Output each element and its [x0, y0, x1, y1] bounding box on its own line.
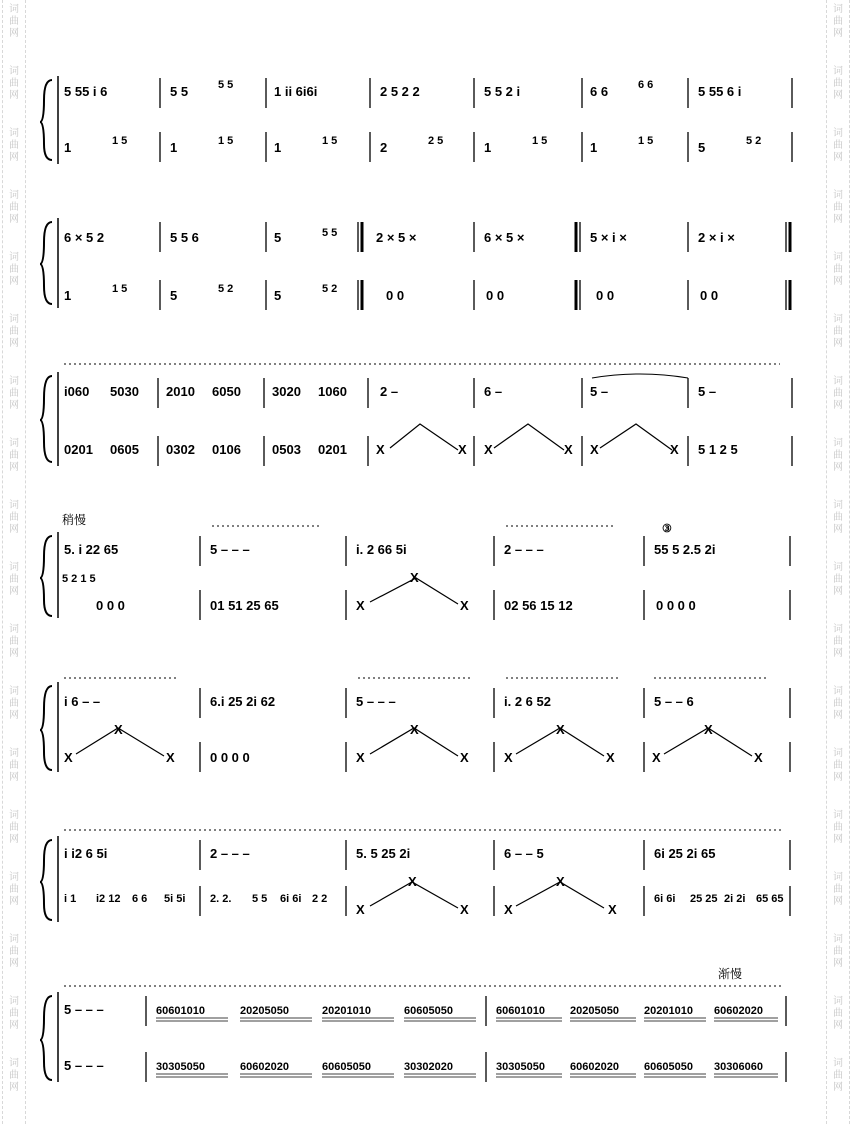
- u2-6: 6 × 5 ×: [484, 230, 525, 245]
- l6-4: 5i 5i: [164, 893, 186, 905]
- l3-x4: X: [564, 442, 573, 457]
- u3-9: 5 –: [590, 384, 609, 399]
- l2-2: 1 5: [112, 283, 128, 295]
- u5-2: 6.i 25 2i 62: [210, 694, 276, 709]
- u1-1: 5 55 i 6: [64, 84, 108, 99]
- l1-12: 1 5: [638, 135, 654, 147]
- u7-4: 20201010: [322, 1005, 371, 1017]
- tempo-slightly-slow: 稍慢: [62, 513, 87, 527]
- watermark-mark: 词 曲 网: [833, 624, 843, 659]
- l7-9: 30306060: [714, 1061, 763, 1073]
- l2-5: 5: [274, 288, 282, 303]
- l4-4: 0 0 0 0: [656, 598, 696, 613]
- l7-5: 30302020: [404, 1061, 453, 1073]
- u1-6: 5 5 2 i: [484, 84, 521, 99]
- system-2: [40, 218, 790, 310]
- u3-1: i060: [64, 384, 90, 399]
- watermark-mark: 词 曲 网: [9, 810, 19, 845]
- u7-9: 60602020: [714, 1005, 763, 1017]
- u1-4: 1 ii 6i6i: [274, 84, 318, 99]
- l1-8: 2 5: [428, 135, 444, 147]
- l4-x1: X: [356, 598, 365, 613]
- u1-7: 6 6: [590, 84, 609, 99]
- l3-2: 0605: [110, 442, 139, 457]
- l4-x3: X: [460, 598, 469, 613]
- u2-8: 2 × i ×: [698, 230, 735, 245]
- u4-1: 5. i 22 65: [64, 542, 119, 557]
- watermark-mark: 词 曲 网: [833, 438, 843, 473]
- l2-7: 0 0: [386, 288, 405, 303]
- u1-8: 6 6: [638, 79, 654, 91]
- l5-x10: X: [652, 750, 661, 765]
- u3-8: 6 –: [484, 384, 503, 399]
- u3-4: 6050: [212, 384, 241, 399]
- watermark-mark: 词 曲 网: [833, 934, 843, 969]
- l3-4: 0106: [212, 442, 241, 457]
- l3-x5: X: [590, 442, 599, 457]
- l2-8: 0 0: [486, 288, 505, 303]
- u6-2: 2 – – –: [210, 846, 250, 861]
- l5-x4: X: [356, 750, 365, 765]
- l7-2: 30305050: [156, 1061, 205, 1073]
- l5-2: 0 0 0 0: [210, 750, 250, 765]
- l3-3: 0302: [166, 442, 195, 457]
- l3-x3: X: [484, 442, 493, 457]
- l1-7: 2: [380, 140, 388, 155]
- watermark-mark: 词 曲 网: [9, 934, 19, 969]
- l6-9: 6i 6i: [654, 893, 676, 905]
- l5-x5: X: [410, 722, 419, 737]
- u2-4: 5 5: [322, 227, 338, 239]
- system-1: [40, 76, 792, 164]
- watermark-mark: 词 曲 网: [833, 314, 843, 349]
- brace: [40, 222, 52, 304]
- u1-5: 2 5 2 2: [380, 84, 420, 99]
- l6-6: 5 5: [252, 893, 268, 905]
- u3-3: 2010: [166, 384, 195, 399]
- l1-2: 1 5: [112, 135, 128, 147]
- l6-1: i 1: [64, 893, 77, 905]
- l6-5: 2. 2.: [210, 893, 232, 905]
- l5-x3: X: [166, 750, 175, 765]
- l7-1: 5 – – –: [64, 1058, 104, 1073]
- u1-3: 5 5: [218, 79, 234, 91]
- l1-1: 1: [64, 140, 72, 155]
- l6-12: 65 65: [756, 893, 784, 905]
- l5-x2: X: [114, 722, 123, 737]
- watermark-mark: 词 曲 网: [833, 996, 843, 1031]
- l6-2: i2 12: [96, 893, 121, 905]
- u7-2: 60601010: [156, 1005, 205, 1017]
- l4-chord: 5 2 1 5: [62, 573, 96, 585]
- u3-6: 1060: [318, 384, 347, 399]
- l6-10: 25 25: [690, 893, 718, 905]
- watermark-mark: 词 曲 网: [9, 314, 19, 349]
- l2-4: 5 2: [218, 283, 234, 295]
- watermark-mark: 词 曲 网: [833, 686, 843, 721]
- system-5: [40, 678, 790, 772]
- u3-7: 2 –: [380, 384, 399, 399]
- circled-three: ③: [662, 523, 672, 535]
- brace: [40, 996, 52, 1080]
- system-3: [40, 364, 792, 466]
- watermark-mark: 词 曲 网: [9, 66, 19, 101]
- u3-2: 5030: [110, 384, 139, 399]
- watermark-mark: 词 曲 网: [9, 438, 19, 473]
- tempo-gradually-slow: 渐慢: [718, 967, 743, 981]
- l1-4: 1 5: [218, 135, 234, 147]
- u7-1: 5 – – –: [64, 1002, 104, 1017]
- brace: [40, 686, 52, 770]
- watermark-mark: 词 曲 网: [9, 500, 19, 535]
- l5-x12: X: [754, 750, 763, 765]
- l1-14: 5 2: [746, 135, 762, 147]
- l6-x5: X: [556, 874, 565, 889]
- l6-11: 2i 2i: [724, 893, 746, 905]
- l4-2: 01 51 25 65: [210, 598, 279, 613]
- l5-x9: X: [606, 750, 615, 765]
- l4-1: 0 0 0: [96, 598, 125, 613]
- system-6: [40, 830, 790, 922]
- watermark-mark: 词 曲 网: [9, 562, 19, 597]
- watermark-mark: 词 曲 网: [833, 810, 843, 845]
- u5-1: i 6 – –: [64, 694, 101, 709]
- watermark-mark: 词 曲 网: [9, 1058, 19, 1093]
- watermark-mark: 词 曲 网: [833, 500, 843, 535]
- brace: [40, 80, 52, 160]
- watermark-mark: 词 曲 网: [833, 190, 843, 225]
- watermark-mark: 词 曲 网: [9, 376, 19, 411]
- u6-5: 6i 25 2i 65: [654, 846, 716, 861]
- l1-11: 1: [590, 140, 598, 155]
- u3-5: 3020: [272, 384, 301, 399]
- u5-3: 5 – – –: [356, 694, 396, 709]
- u7-7: 20205050: [570, 1005, 619, 1017]
- l3-1: 0201: [64, 442, 93, 457]
- l6-x1: X: [356, 902, 365, 917]
- u6-1: i i2 6 5i: [64, 846, 108, 861]
- u1-9: 5 55 6 i: [698, 84, 742, 99]
- u4-5: 55 5 2.5 2i: [654, 542, 716, 557]
- l6-x3: X: [460, 902, 469, 917]
- watermark-mark: 词 曲 网: [9, 872, 19, 907]
- l3-x6: X: [670, 442, 679, 457]
- system-7: [40, 966, 786, 1082]
- l7-7: 60602020: [570, 1061, 619, 1073]
- u3-10: 5 –: [698, 384, 717, 399]
- watermark-mark: 词 曲 网: [833, 748, 843, 783]
- watermark-mark: 词 曲 网: [833, 66, 843, 101]
- watermark-mark: 词 曲 网: [9, 128, 19, 163]
- watermark-mark: 词 曲 网: [9, 252, 19, 287]
- l2-6: 5 2: [322, 283, 338, 295]
- l6-x4: X: [504, 902, 513, 917]
- l5-x6: X: [460, 750, 469, 765]
- brace: [40, 840, 52, 920]
- l3-5: 0503: [272, 442, 301, 457]
- l2-9: 0 0: [596, 288, 615, 303]
- u4-4: 2 – – –: [504, 542, 544, 557]
- watermark-mark: 词 曲 网: [833, 1058, 843, 1093]
- watermark-mark: 词 曲 网: [9, 686, 19, 721]
- u4-2: 5 – – –: [210, 542, 250, 557]
- u2-1: 6 × 5 2: [64, 230, 105, 245]
- right-watermark-column: [826, 0, 850, 1124]
- u7-6: 60601010: [496, 1005, 545, 1017]
- l3-x1: X: [376, 442, 385, 457]
- watermark-mark: 词 曲 网: [833, 376, 843, 411]
- l1-3: 1: [170, 140, 178, 155]
- u5-5: 5 – – 6: [654, 694, 694, 709]
- l6-8: 2 2: [312, 893, 328, 905]
- l2-3: 5: [170, 288, 178, 303]
- l5-x7: X: [504, 750, 513, 765]
- watermark-mark: 词 曲 网: [833, 4, 843, 39]
- l6-x2: X: [408, 874, 417, 889]
- watermark-mark: 词 曲 网: [833, 128, 843, 163]
- l1-9: 1: [484, 140, 492, 155]
- l1-6: 1 5: [322, 135, 338, 147]
- l5-x11: X: [704, 722, 713, 737]
- watermark-mark: 词 曲 网: [9, 624, 19, 659]
- system-4: [40, 512, 790, 620]
- u2-7: 5 × i ×: [590, 230, 627, 245]
- l5-x1: X: [64, 750, 73, 765]
- watermark-mark: 词 曲 网: [9, 748, 19, 783]
- l3-7: 5 1 2 5: [698, 442, 738, 457]
- u6-3: 5. 5 25 2i: [356, 846, 411, 861]
- l1-5: 1: [274, 140, 282, 155]
- u5-4: i. 2 6 52: [504, 694, 551, 709]
- watermark-mark: 词 曲 网: [833, 562, 843, 597]
- u4-3: i. 2 66 5i: [356, 542, 407, 557]
- l6-7: 6i 6i: [280, 893, 302, 905]
- l2-1: 1: [64, 288, 72, 303]
- watermark-mark: 词 曲 网: [833, 252, 843, 287]
- l3-6: 0201: [318, 442, 347, 457]
- l2-10: 0 0: [700, 288, 719, 303]
- u2-2: 5 5 6: [170, 230, 199, 245]
- l6-x6: X: [608, 902, 617, 917]
- u2-5: 2 × 5 ×: [376, 230, 417, 245]
- brace: [40, 536, 52, 616]
- l1-10: 1 5: [532, 135, 548, 147]
- u7-8: 20201010: [644, 1005, 693, 1017]
- u1-2: 5 5: [170, 84, 189, 99]
- l5-x8: X: [556, 722, 565, 737]
- watermark-mark: 词 曲 网: [9, 190, 19, 225]
- l4-3: 02 56 15 12: [504, 598, 573, 613]
- u2-3: 5: [274, 230, 282, 245]
- l1-13: 5: [698, 140, 706, 155]
- watermark-mark: 词 曲 网: [833, 872, 843, 907]
- u7-5: 60605050: [404, 1005, 453, 1017]
- l7-3: 60602020: [240, 1061, 289, 1073]
- l7-8: 60605050: [644, 1061, 693, 1073]
- l7-6: 30305050: [496, 1061, 545, 1073]
- watermark-mark: 词 曲 网: [9, 4, 19, 39]
- watermark-mark: 词 曲 网: [9, 996, 19, 1031]
- l7-4: 60605050: [322, 1061, 371, 1073]
- u6-4: 6 – – 5: [504, 846, 544, 861]
- u7-3: 20205050: [240, 1005, 289, 1017]
- brace: [40, 376, 52, 462]
- l3-x2: X: [458, 442, 467, 457]
- left-watermark-column: [2, 0, 26, 1124]
- l6-3: 6 6: [132, 893, 148, 905]
- l4-x2: X: [410, 570, 419, 585]
